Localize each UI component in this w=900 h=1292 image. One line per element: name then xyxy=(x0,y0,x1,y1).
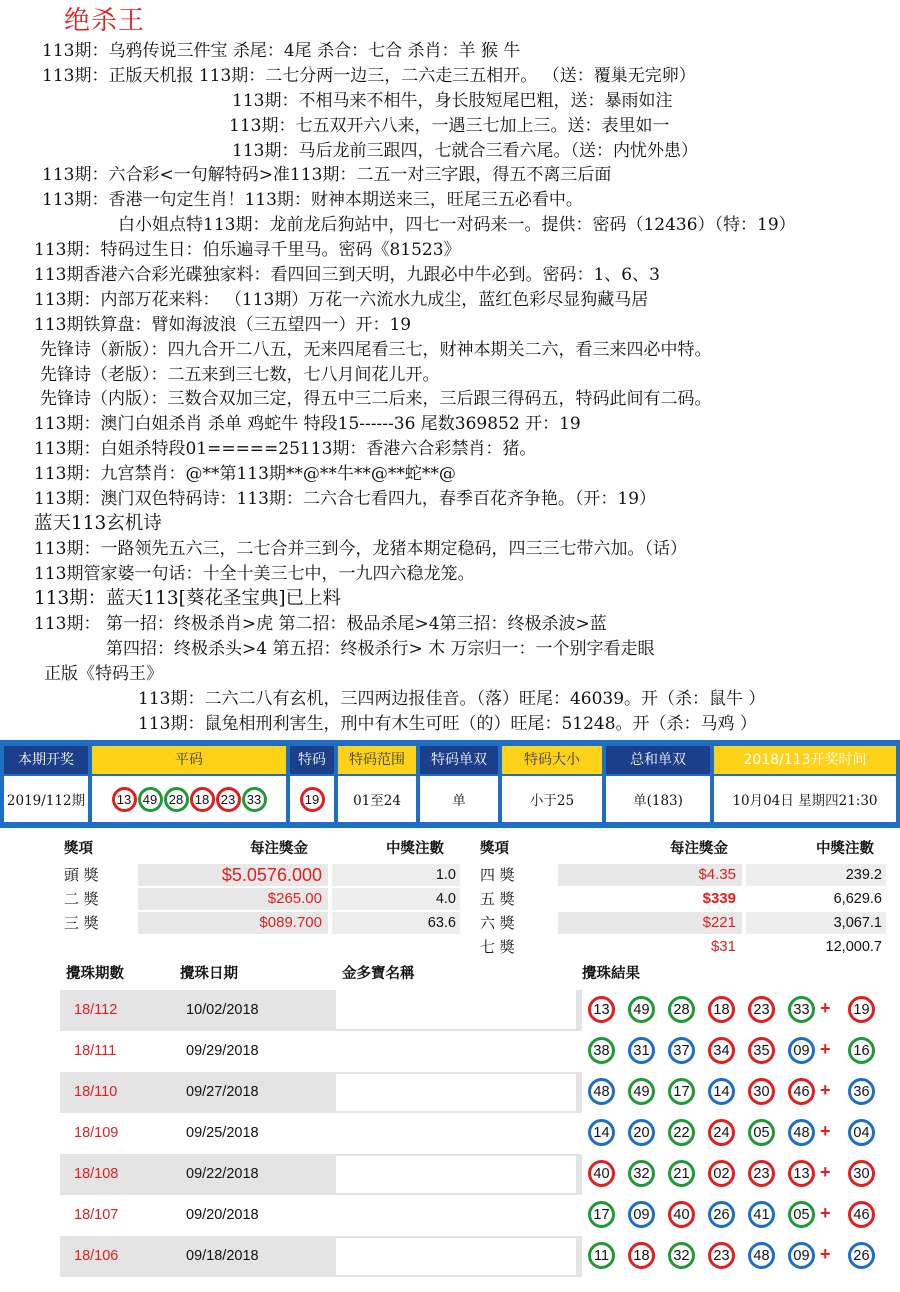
history-result-balls xyxy=(582,990,890,1031)
header-range: 特码范围 xyxy=(338,746,416,774)
prize-count: 239.2 xyxy=(746,864,886,886)
lottery-ball: 20 xyxy=(628,1119,655,1146)
lottery-ball: 30 xyxy=(748,1078,775,1105)
special-ball-cell xyxy=(290,776,334,822)
prize-amount: $5.0576.000 xyxy=(138,864,328,886)
prediction-line: 先锋诗（老版）：二五来到三七数，七八月间花儿开。 xyxy=(40,365,440,385)
sum-odd-even: 单(183) xyxy=(606,776,710,822)
lottery-ball: 35 xyxy=(748,1037,775,1064)
prize-amount: $221 xyxy=(558,912,742,934)
lottery-ball: 09 xyxy=(788,1037,815,1064)
prize-name: 頭 獎 xyxy=(64,866,99,884)
special-range: 01至24 xyxy=(338,776,416,822)
lottery-ball: 48 xyxy=(788,1119,815,1146)
lottery-ball: 38 xyxy=(588,1037,615,1064)
history-result-balls xyxy=(582,1236,890,1277)
lottery-ball: 11 xyxy=(588,1242,615,1269)
prediction-line: 113期：内部万花来料： （113期）万花一六流水九成尘，蓝红色彩尽显狗藏马居 xyxy=(34,290,649,310)
header-draw: 本期开奖 xyxy=(4,746,88,774)
history-result-balls xyxy=(582,1113,890,1154)
prediction-line: 113期：鼠兔相刑利害生，刑中有木生可旺（的）旺尾：51248。开（杀：马鸡 ） xyxy=(138,714,757,734)
regular-balls xyxy=(92,776,286,822)
prediction-line: 113期：不相马来不相牛，身长肢短尾巴粗，送：暴雨如注 xyxy=(232,91,673,111)
lottery-ball: 22 xyxy=(668,1119,695,1146)
prize-count: 6,629.6 xyxy=(746,888,886,910)
history-name-cell xyxy=(336,1033,576,1070)
header-draw-time: 2018/113开奖时间 xyxy=(714,746,896,774)
prediction-line: 113期：马后龙前三跟四，七就合三看六尾。（送：内忧外患） xyxy=(232,141,698,161)
lottery-ball: 17 xyxy=(588,1201,615,1228)
plus-sign: + xyxy=(820,1080,831,1100)
lottery-ball: 34 xyxy=(708,1037,735,1064)
prize-header-count: 中獎注數 xyxy=(816,840,874,857)
prediction-line: 113期：正版天机报 113期：二七分两一边三，二六走三五相开。 （送：覆巢无完卵） xyxy=(42,66,696,86)
lottery-ball: 32 xyxy=(668,1242,695,1269)
history-draw-date: 09/18/2018 xyxy=(186,1248,259,1264)
history-result-balls xyxy=(582,1072,890,1113)
prize-count: 12,000.7 xyxy=(746,936,886,958)
prediction-line: 蓝天113玄机诗 xyxy=(34,513,162,534)
lottery-ball: 13 xyxy=(588,996,615,1023)
history-draw-date: 09/20/2018 xyxy=(186,1207,259,1223)
history-row xyxy=(60,1236,890,1277)
history-row xyxy=(60,1113,890,1154)
header-odd-even: 特码单双 xyxy=(420,746,498,774)
plus-sign: + xyxy=(820,998,831,1018)
lottery-ball: 33 xyxy=(788,996,815,1023)
plus-sign: + xyxy=(820,1121,831,1141)
history-name-cell xyxy=(336,1156,576,1193)
prediction-line: 113期：二六二八有玄机，三四两边报佳音。（落）旺尾：46039。开（杀：鼠牛 ） xyxy=(138,689,766,709)
lottery-ball: 18 xyxy=(708,996,735,1023)
prediction-line: 113期：澳门白姐杀肖 杀单 鸡蛇牛 特段15------36 尾数369852 开：19 xyxy=(34,414,581,434)
history-name-cell xyxy=(336,1238,576,1275)
prediction-line: 113期：九宫禁肖：@**第113期**@**牛**@**蛇**@ xyxy=(34,464,456,484)
page-title: 绝杀王 xyxy=(64,6,146,36)
history-draw-date: 10/02/2018 xyxy=(186,1002,259,1018)
lottery-ball: 13 xyxy=(112,787,137,812)
lottery-ball: 49 xyxy=(628,1078,655,1105)
prize-header-amount: 每注獎金 xyxy=(250,840,308,857)
lottery-ball: 26 xyxy=(708,1201,735,1228)
history-draw-id: 18/110 xyxy=(74,1084,118,1100)
plus-sign: + xyxy=(820,1203,831,1223)
prediction-line: 113期：蓝天113[葵花圣宝典]已上料 xyxy=(34,588,342,609)
lottery-ball: 41 xyxy=(748,1201,775,1228)
lottery-ball: 48 xyxy=(748,1242,775,1269)
history-draw-id: 18/106 xyxy=(74,1248,119,1264)
header-special: 特码 xyxy=(290,746,334,774)
draw-period: 2019/112期 xyxy=(4,776,88,822)
history-result-balls xyxy=(582,1195,890,1236)
prediction-line: 113期：乌鸦传说三件宝 杀尾：4尾 杀合：七合 杀肖：羊 猴 牛 xyxy=(42,41,521,61)
history-draw-date: 09/25/2018 xyxy=(186,1125,259,1141)
history-name-cell xyxy=(336,1197,576,1234)
prize-name: 六 獎 xyxy=(480,914,515,932)
prize-amount: $089.700 xyxy=(138,912,328,934)
lottery-ball: 23 xyxy=(216,787,241,812)
lottery-ball: 37 xyxy=(668,1037,695,1064)
prediction-line: 113期：白姐杀特段01=====25113期：香港六合彩禁肖：猪。 xyxy=(34,439,537,459)
prize-header-count: 中獎注數 xyxy=(386,840,444,857)
header-size: 特码大小 xyxy=(502,746,602,774)
prediction-line: 113期管家婆一句话：十全十美三七中，一九四六稳龙笼。 xyxy=(34,564,475,584)
lottery-ball: 16 xyxy=(848,1037,875,1064)
prize-name: 七 獎 xyxy=(480,938,515,956)
lottery-ball: 04 xyxy=(848,1119,875,1146)
history-row xyxy=(60,990,890,1031)
prize-amount: $31 xyxy=(558,936,742,958)
prediction-line: 113期：六合彩<一句解特码>准113期：二五一对三字跟，得五不离三后面 xyxy=(42,165,612,185)
prediction-line: 正版《特码王》 xyxy=(44,664,163,684)
lottery-ball: 23 xyxy=(748,996,775,1023)
history-draw-id: 18/112 xyxy=(74,1002,118,1018)
prediction-line: 113期：七五双开六八来，一遇三七加上三。送：表里如一 xyxy=(229,116,670,136)
lottery-ball: 49 xyxy=(138,787,163,812)
history-draw-id: 18/107 xyxy=(74,1207,119,1223)
special-size: 小于25 xyxy=(502,776,602,822)
history-result-balls xyxy=(582,1154,890,1195)
lottery-ball: 32 xyxy=(628,1160,655,1187)
lottery-ball: 19 xyxy=(848,996,875,1023)
prediction-line: 113期：一路领先五六三，二七合并三到今，龙猪本期定稳码，四三三七带六加。（话） xyxy=(34,539,687,559)
lottery-ball: 21 xyxy=(668,1160,695,1187)
lottery-ball: 18 xyxy=(628,1242,655,1269)
lottery-ball: 30 xyxy=(848,1160,875,1187)
prize-name: 四 獎 xyxy=(480,866,515,884)
history-row xyxy=(60,1031,890,1072)
lottery-ball: 02 xyxy=(708,1160,735,1187)
prize-amount: $4.35 xyxy=(558,864,742,886)
lottery-ball: 19 xyxy=(300,787,325,812)
lottery-ball: 14 xyxy=(588,1119,615,1146)
history-row xyxy=(60,1072,890,1113)
history-result-balls xyxy=(582,1031,890,1072)
history-draw-id: 18/109 xyxy=(74,1125,119,1141)
history-header-result: 攪珠結果 xyxy=(582,965,640,982)
lottery-ball: 46 xyxy=(848,1201,875,1228)
history-name-cell xyxy=(336,1115,576,1152)
lottery-ball: 36 xyxy=(848,1078,875,1105)
lottery-ball: 17 xyxy=(668,1078,695,1105)
lottery-ball: 40 xyxy=(668,1201,695,1228)
history-draw-date: 09/27/2018 xyxy=(186,1084,259,1100)
lottery-ball: 28 xyxy=(668,996,695,1023)
draw-time: 10月04日 星期四21:30 xyxy=(714,776,896,822)
prediction-line: 先锋诗（新版）：四九合开二八五，无来四尾看三七，财神本期关二六，看三来四必中特。 xyxy=(40,340,712,360)
lottery-ball: 23 xyxy=(708,1242,735,1269)
history-header-id: 攪珠期數 xyxy=(66,965,124,982)
draw-results-table xyxy=(0,740,900,828)
history-header-date: 攪珠日期 xyxy=(180,965,238,982)
lottery-ball: 05 xyxy=(788,1201,815,1228)
prize-name: 五 獎 xyxy=(480,890,515,908)
header-regular: 平码 xyxy=(92,746,286,774)
prize-count: 4.0 xyxy=(332,888,460,910)
prize-amount: $339 xyxy=(558,888,742,910)
prediction-line: 113期： 第一招：终极杀肖>虎 第二招：极品杀尾>4第三招：终极杀波>蓝 xyxy=(34,614,607,634)
prize-count: 3,067.1 xyxy=(746,912,886,934)
plus-sign: + xyxy=(820,1244,831,1264)
prediction-line: 先锋诗（内版）：三数合双加三定，得五中三二后来，三后跟三得码五，特码此间有二码。 xyxy=(40,389,712,409)
lottery-ball: 09 xyxy=(628,1201,655,1228)
header-sum-odd-even: 总和单双 xyxy=(606,746,710,774)
draw-history-table xyxy=(60,962,890,1292)
lottery-ball: 09 xyxy=(788,1242,815,1269)
lottery-ball: 26 xyxy=(848,1242,875,1269)
lottery-ball: 40 xyxy=(588,1160,615,1187)
prediction-line: 113期香港六合彩光碟独家料：看四回三到天明，九跟必中牛必到。密码：1、6、3 xyxy=(34,265,660,285)
lottery-ball: 49 xyxy=(628,996,655,1023)
history-name-cell xyxy=(336,984,576,1029)
prize-header-amount: 每注獎金 xyxy=(670,840,728,857)
lottery-ball: 33 xyxy=(242,787,267,812)
prize-header-name: 獎項 xyxy=(480,840,509,857)
prize-table xyxy=(60,838,890,962)
prediction-line: 113期铁算盘：臂如海波浪（三五望四一）开：19 xyxy=(34,315,412,335)
history-row xyxy=(60,1195,890,1236)
prediction-line: 113期：特码过生日：伯乐遍寻千里马。密码《81523》 xyxy=(34,240,461,260)
history-name-cell xyxy=(336,1074,576,1111)
prize-count: 1.0 xyxy=(332,864,460,886)
lottery-ball: 14 xyxy=(708,1078,735,1105)
lottery-ball: 18 xyxy=(190,787,215,812)
prize-name: 二 獎 xyxy=(64,890,99,908)
prediction-line: 113期：香港一句定生肖！113期：财神本期送来三，旺尾三五必看中。 xyxy=(42,190,583,210)
special-odd-even: 单 xyxy=(420,776,498,822)
history-draw-date: 09/29/2018 xyxy=(186,1043,259,1059)
history-draw-id: 18/111 xyxy=(74,1043,117,1059)
history-draw-id: 18/108 xyxy=(74,1166,119,1182)
lottery-ball: 48 xyxy=(588,1078,615,1105)
plus-sign: + xyxy=(820,1162,831,1182)
lottery-ball: 13 xyxy=(788,1160,815,1187)
prediction-line: 第四招：终极杀头>4 第五招：终极杀行> 木 万宗归一：一个别字看走眼 xyxy=(106,639,655,659)
history-header-name: 金多寶名稱 xyxy=(342,965,415,982)
lottery-ball: 05 xyxy=(748,1119,775,1146)
lottery-ball: 46 xyxy=(788,1078,815,1105)
prize-count: 63.6 xyxy=(332,912,460,934)
prediction-line: 113期：澳门双色特码诗：113期：二六合七看四九，春季百花齐争艳。（开：19） xyxy=(34,489,657,509)
lottery-ball: 28 xyxy=(164,787,189,812)
history-draw-date: 09/22/2018 xyxy=(186,1166,259,1182)
lottery-ball: 24 xyxy=(708,1119,735,1146)
prediction-line: 白小姐点特113期：龙前龙后狗站中，四七一对码来一。提供：密码（12436）（特：19） xyxy=(118,215,796,235)
prize-header-name: 獎項 xyxy=(64,840,93,857)
lottery-ball: 31 xyxy=(628,1037,655,1064)
prize-name: 三 獎 xyxy=(64,914,99,932)
prize-amount: $265.00 xyxy=(138,888,328,910)
plus-sign: + xyxy=(820,1039,831,1059)
history-row xyxy=(60,1154,890,1195)
lottery-ball: 23 xyxy=(748,1160,775,1187)
